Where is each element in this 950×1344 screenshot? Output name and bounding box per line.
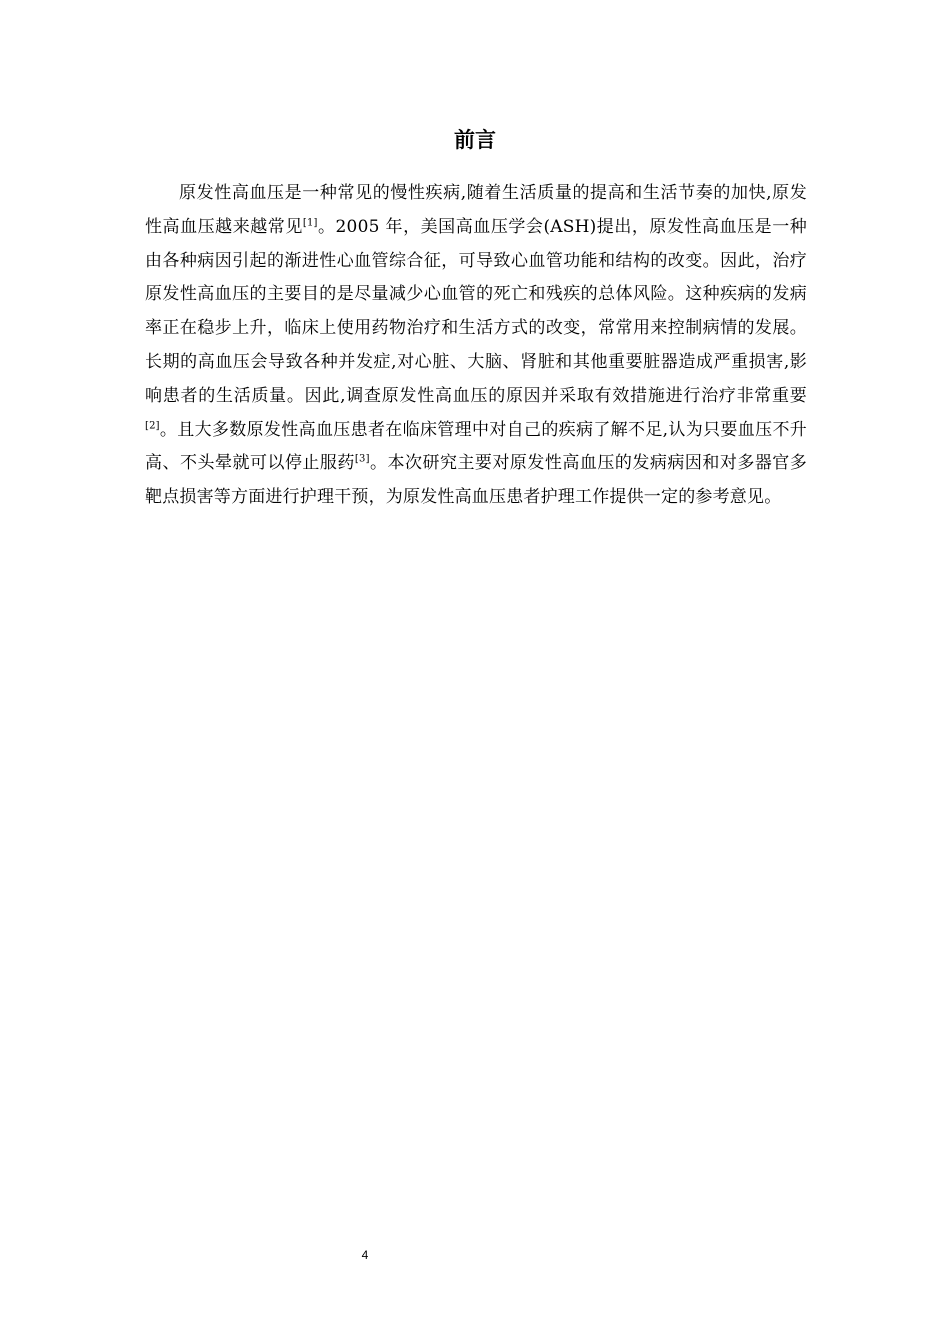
citation-marker: [1] <box>302 217 318 229</box>
page-number: 4 <box>361 1248 369 1262</box>
paragraph-text: 。2005 年，美国高血压学会(ASH)提出，原发性高血压是一种由各种病因引起的渐进性心血管综合征，可导致心血管功能和结构的改变。因此，治疗原发性高血压的主要目的是尽量减少心血管的死亡和残疾的总体风险。这种疾病的发病率正在稳步上升，临床上使用药物治疗和生活方式的改变，常常用来控制病情的发展。长期的高血压会导致各种并发症,对心脏、大脑、肾脏和其他重要脏器造成严重损害,影响患者的生活质量。因此,调查原发性高血压的原因并采取有效措施进行治疗非常重要 <box>145 216 807 406</box>
citation-marker: [2] <box>145 419 160 431</box>
paragraph-text: 。且大多数原发性高血压患者在临床管理中对自己的疾病了解不足,认为只要血压不升高、不头晕就可以停止服药 <box>145 419 807 474</box>
citation-marker: [3] <box>354 453 370 465</box>
paragraph-text: 。本次研究主要对原发性高血压的发病病因和对多器官多靶点损害等方面进行护理干预，为原发性高血压患者护理工作提供一定的参考意见。 <box>145 453 808 508</box>
paragraph-text: 原发性高血压是一种常见的慢性疾病,随着生活质量的提高和生活节奏的加快,原发性高血压越来越常见 <box>145 183 807 237</box>
page-title: 前言 <box>454 128 496 152</box>
body-paragraph <box>145 177 807 515</box>
